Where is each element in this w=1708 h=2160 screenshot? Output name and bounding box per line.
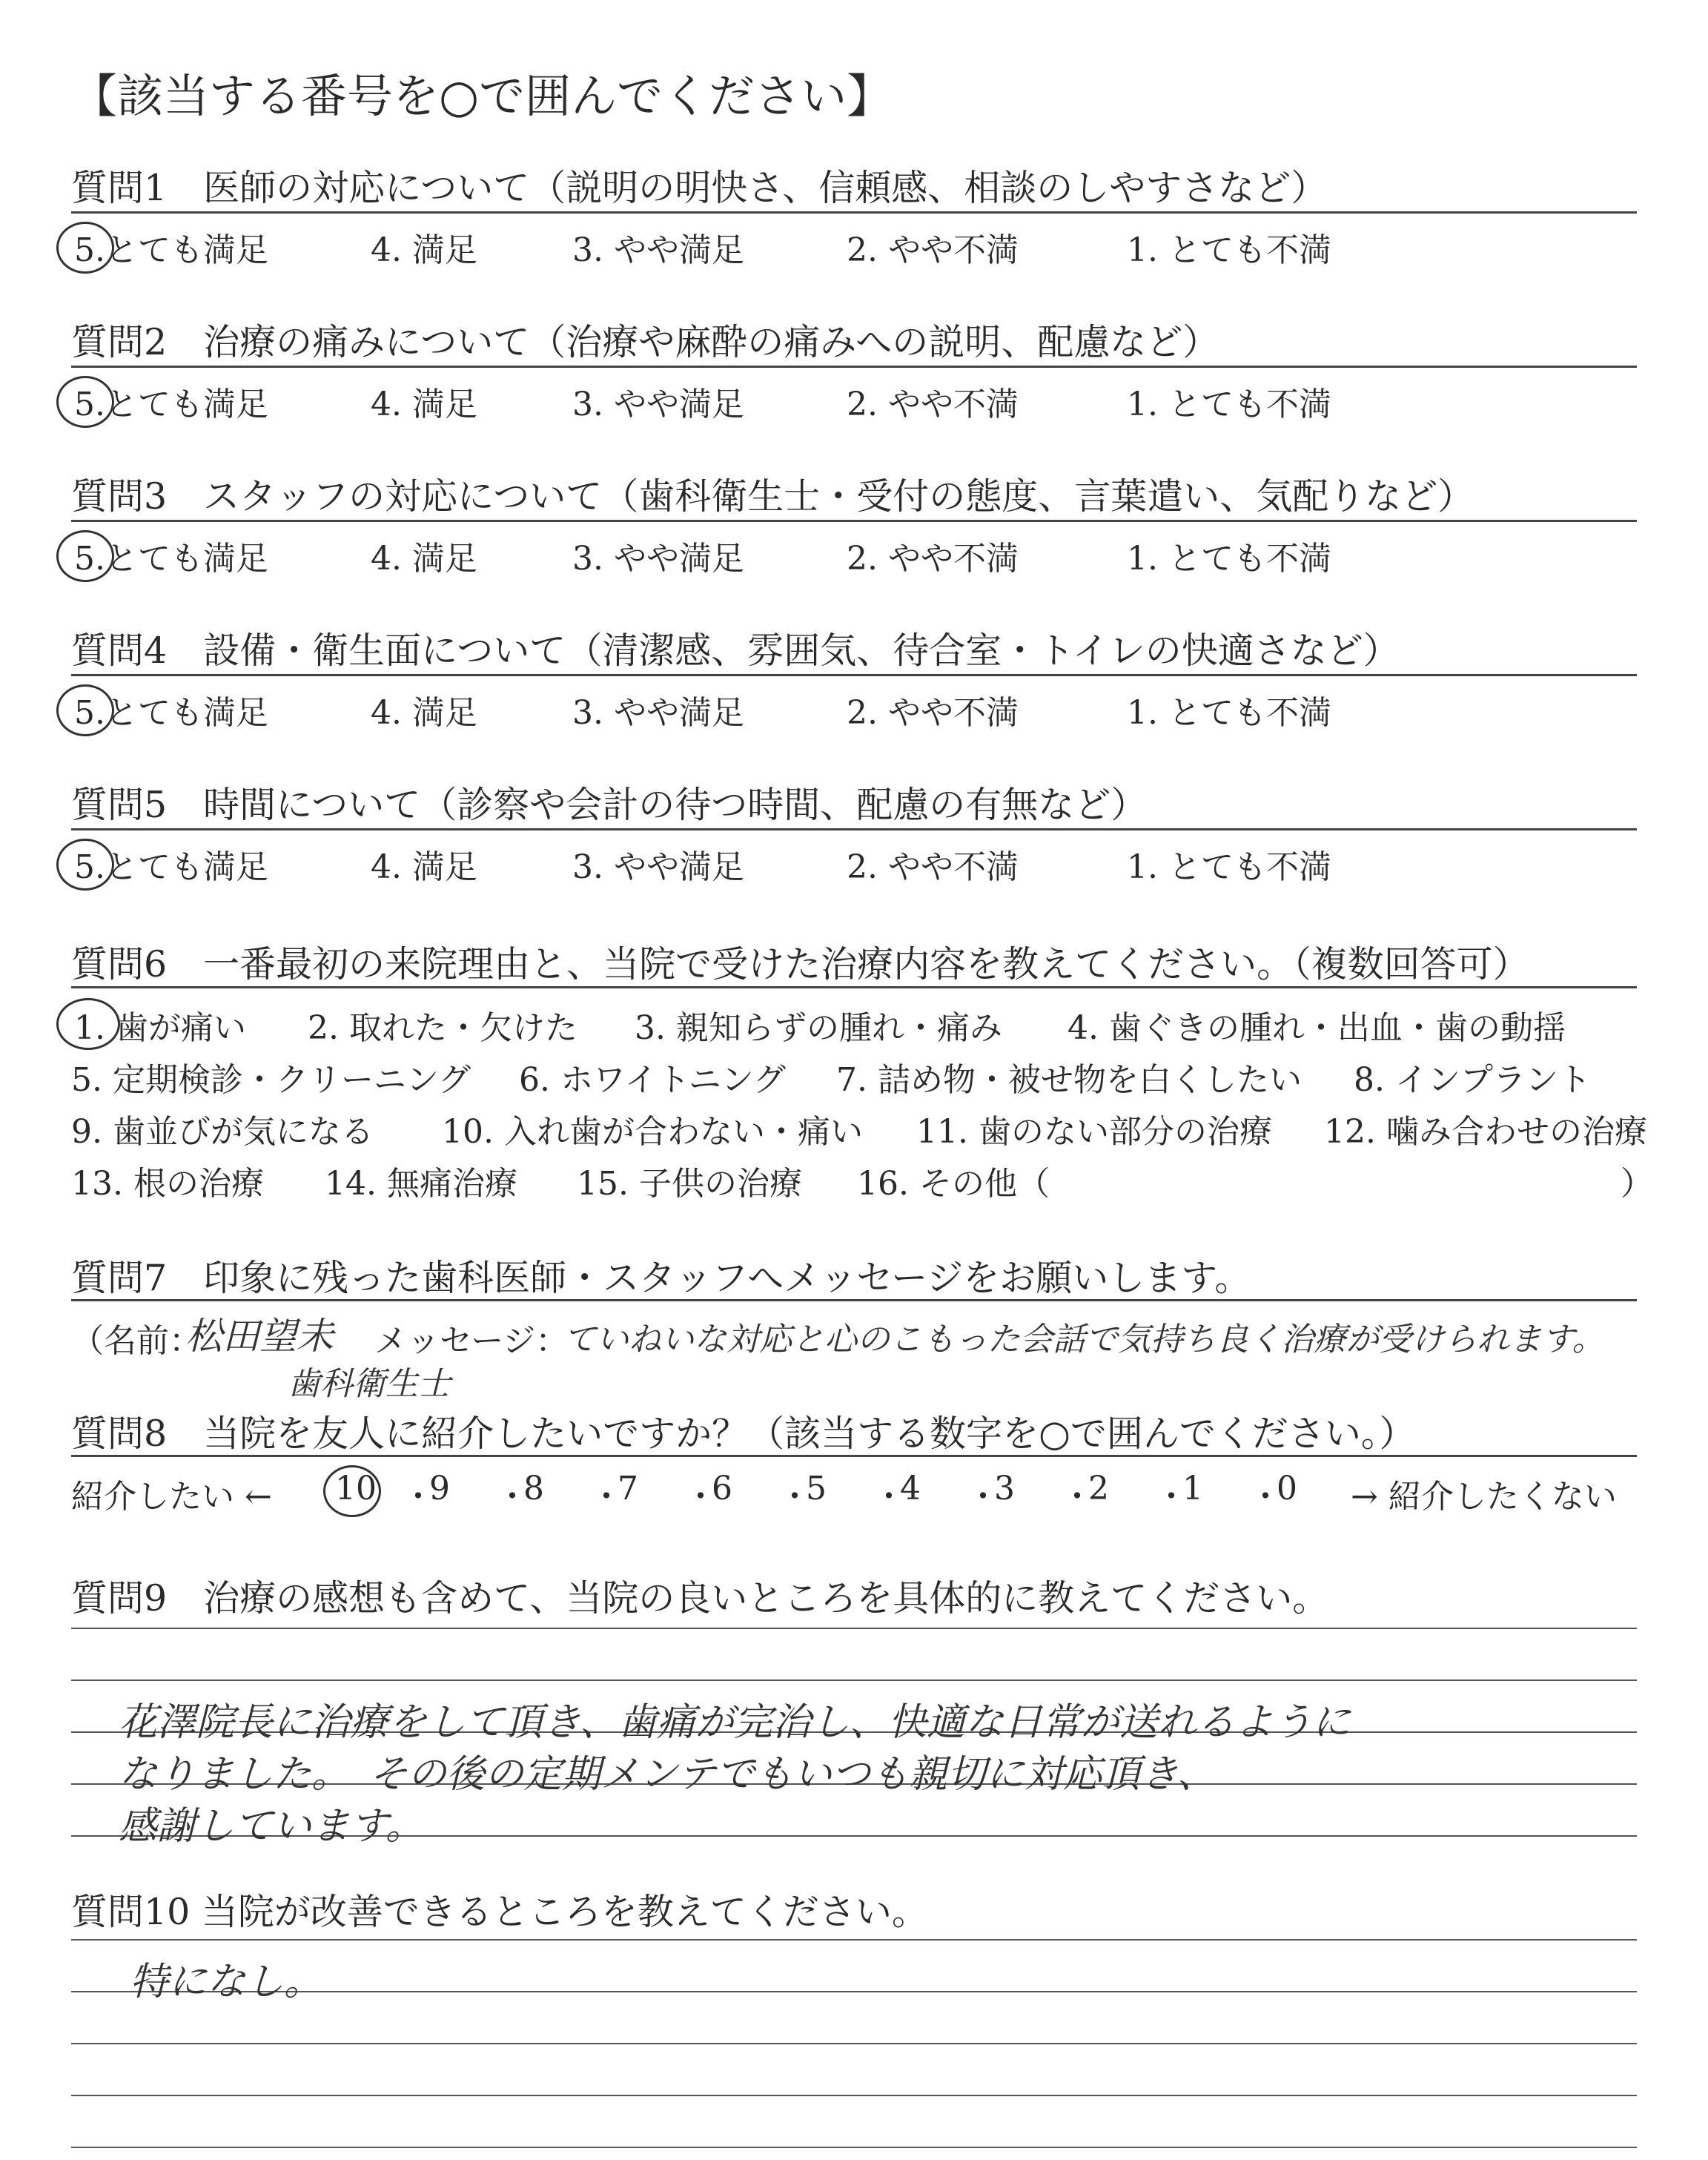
q6-option-2[interactable]: 2. 取れた・欠けた [308,1009,577,1047]
q6-option-5[interactable]: 5. 定期検診・クリーニング [71,1061,471,1099]
q7-name-label: （名前： [71,1322,202,1360]
q4-underline [71,674,1637,676]
q3-title: 質問3 スタッフの対応について（歯科衛生士・受付の態度、言葉遣い、気配りなど） [71,475,1474,518]
q6-option-15[interactable]: 15. 子供の治療 [577,1165,802,1203]
q8-number-7[interactable]: 7 [618,1470,638,1507]
q2-title: 質問2 治療の痛みについて（治療や麻酔の痛みへの説明、配慮など） [71,321,1219,363]
q8-number-1[interactable]: 1 [1182,1470,1203,1507]
q4-option-1[interactable]: 1. とても不満 [1127,694,1331,732]
q4-option-3[interactable]: 3. やや満足 [572,694,744,732]
q6-option-7[interactable]: 7. 詰め物・被せ物を白くしたい [836,1061,1302,1099]
q7-underline [71,1299,1637,1301]
q8-underline [71,1455,1637,1457]
q9-line-0 [71,1628,1637,1629]
q2-option-1[interactable]: 1. とても不満 [1127,386,1331,423]
q3-selection-circle [56,530,114,582]
q7-message-label: メッセージ： [374,1322,569,1360]
q8-number-3[interactable]: 3 [994,1470,1015,1507]
q10-line-0 [71,1939,1637,1941]
q8-separator: ・ [590,1478,623,1516]
q4-option-2[interactable]: 2. やや不満 [847,694,1019,732]
q6-option-6[interactable]: 6. ホワイトニング [519,1061,787,1099]
q8-left-label: 紹介したい ← [71,1478,272,1516]
q1-option-2[interactable]: 2. やや不満 [847,231,1019,269]
q1-underline [71,211,1637,214]
q9-answer-2[interactable]: なりました。 その後の定期メンテでもいつも親切に対応頂き、 [119,1752,1216,1797]
q4-option-5[interactable]: 5.とても満足 [74,694,268,732]
q8-number-9[interactable]: 9 [429,1470,450,1507]
q3-option-4[interactable]: 4. 満足 [371,540,477,578]
q8-separator: ・ [778,1478,811,1516]
q6-option-14[interactable]: 14. 無痛治療 [325,1165,517,1203]
q8-selection-circle [323,1465,381,1517]
q7-role-value[interactable]: 歯科衛生士 [288,1365,451,1403]
q2-option-5[interactable]: 5.とても満足 [74,386,268,423]
q6-option-4[interactable]: 4. 歯ぐきの腫れ・出血・歯の動揺 [1068,1009,1566,1047]
q10-line-4 [71,2147,1637,2148]
q8-number-5[interactable]: 5 [806,1470,827,1507]
q2-option-4[interactable]: 4. 満足 [371,386,477,423]
q6-underline [71,986,1637,988]
page-title: 【該当する番号を○で囲んでください】 [71,69,893,123]
q1-option-1[interactable]: 1. とても不満 [1127,231,1331,269]
q5-option-1[interactable]: 1. とても不満 [1127,848,1331,886]
q8-number-2[interactable]: 2 [1088,1470,1109,1507]
q8-title: 質問8 当院を友人に紹介したいですか？（該当する数字を○で囲んでください。） [71,1413,1416,1455]
q3-option-2[interactable]: 2. やや不満 [847,540,1019,578]
q6-option-3[interactable]: 3. 親知らずの腫れ・痛み [635,1009,1002,1047]
q6-option-11[interactable]: 11. 歯のない部分の治療 [916,1113,1272,1151]
q5-title: 質問5 時間について（診察や会計の待つ時間、配慮の有無など） [71,784,1148,826]
q3-option-1[interactable]: 1. とても不満 [1127,540,1331,578]
q8-right-label: → 紹介したくない [1351,1478,1617,1516]
q6-option-17[interactable]: ） [1621,1165,1653,1203]
q8-number-8[interactable]: 8 [523,1470,544,1507]
q3-underline [71,520,1637,522]
q5-option-5[interactable]: 5.とても満足 [74,848,268,886]
q6-option-10[interactable]: 10. 入れ歯が合わない・痛い [442,1113,863,1151]
q6-option-12[interactable]: 12. 噛み合わせの治療 [1324,1113,1647,1151]
q2-selection-circle [56,376,114,428]
q8-separator: ・ [1249,1478,1282,1516]
q3-option-3[interactable]: 3. やや満足 [572,540,744,578]
q9-answer-1[interactable]: 花澤院長に治療をして頂き、歯痛が完治し、快適な日常が送れるように [119,1700,1351,1745]
q9-line-1 [71,1680,1637,1681]
q6-option-16[interactable]: 16. その他（ [857,1165,1050,1203]
q8-number-0[interactable]: 0 [1277,1470,1297,1507]
q6-option-9[interactable]: 9. 歯並びが気になる [71,1113,374,1151]
q1-option-5[interactable]: 5.とても満足 [74,231,268,269]
q8-separator: ・ [402,1478,434,1516]
q1-title: 質問1 医師の対応について（説明の明快さ、信頼感、相談のしやすさなど） [71,167,1328,209]
q5-option-3[interactable]: 3. やや満足 [572,848,744,886]
q8-separator: ・ [873,1478,905,1516]
q2-option-3[interactable]: 3. やや満足 [572,386,744,423]
q6-title: 質問6 一番最初の来院理由と、当院で受けた治療内容を教えてください。（複数回答可） [71,943,1529,985]
q8-separator: ・ [1155,1478,1188,1516]
q10-line-2 [71,2043,1637,2044]
q2-underline [71,366,1637,368]
q5-option-4[interactable]: 4. 満足 [371,848,477,886]
q1-selection-circle [56,222,114,274]
q8-separator: ・ [967,1478,999,1516]
q10-title: 質問10 当院が改善できるところを教えてください。 [71,1891,928,1933]
q9-answer-3[interactable]: 感謝しています。 [119,1804,424,1849]
q8-number-6[interactable]: 6 [712,1470,732,1507]
q10-line-3 [71,2095,1637,2096]
q2-option-2[interactable]: 2. やや不満 [847,386,1019,423]
q4-option-4[interactable]: 4. 満足 [371,694,477,732]
q8-separator: ・ [684,1478,717,1516]
q1-option-4[interactable]: 4. 満足 [371,231,477,269]
q5-option-2[interactable]: 2. やや不満 [847,848,1019,886]
q6-option-13[interactable]: 13. 根の治療 [71,1165,264,1203]
q3-option-5[interactable]: 5.とても満足 [74,540,268,578]
q6-option-1[interactable]: 1. 歯が痛い [74,1009,246,1047]
q8-number-4[interactable]: 4 [900,1470,921,1507]
q10-answer-1[interactable]: 特になし。 [130,1960,323,2004]
q9-title: 質問9 治療の感想も含めて、当院の良いところを具体的に教えてください。 [71,1577,1329,1619]
q4-selection-circle [56,684,114,736]
q8-number-10[interactable]: 10 [335,1470,377,1507]
q1-option-3[interactable]: 3. やや満足 [572,231,744,269]
q8-separator: ・ [496,1478,529,1516]
q6-option-8[interactable]: 8. インプラント [1354,1061,1591,1099]
q8-separator: ・ [1061,1478,1093,1516]
q7-message-value[interactable]: ていねいな対応と心のこもった会話で気持ち良く治療が受けられます。 [563,1321,1605,1358]
q5-underline [71,828,1637,830]
q4-title: 質問4 設備・衛生面について（清潔感、雰囲気、待合室・トイレの快適さなど） [71,630,1400,672]
q7-name-value[interactable]: 松田望未 [185,1315,334,1358]
q7-title: 質問7 印象に残った歯科医師・スタッフへメッセージをお願いします。 [71,1257,1251,1299]
q5-selection-circle [56,839,114,891]
q6-selection-circle [56,998,120,1050]
